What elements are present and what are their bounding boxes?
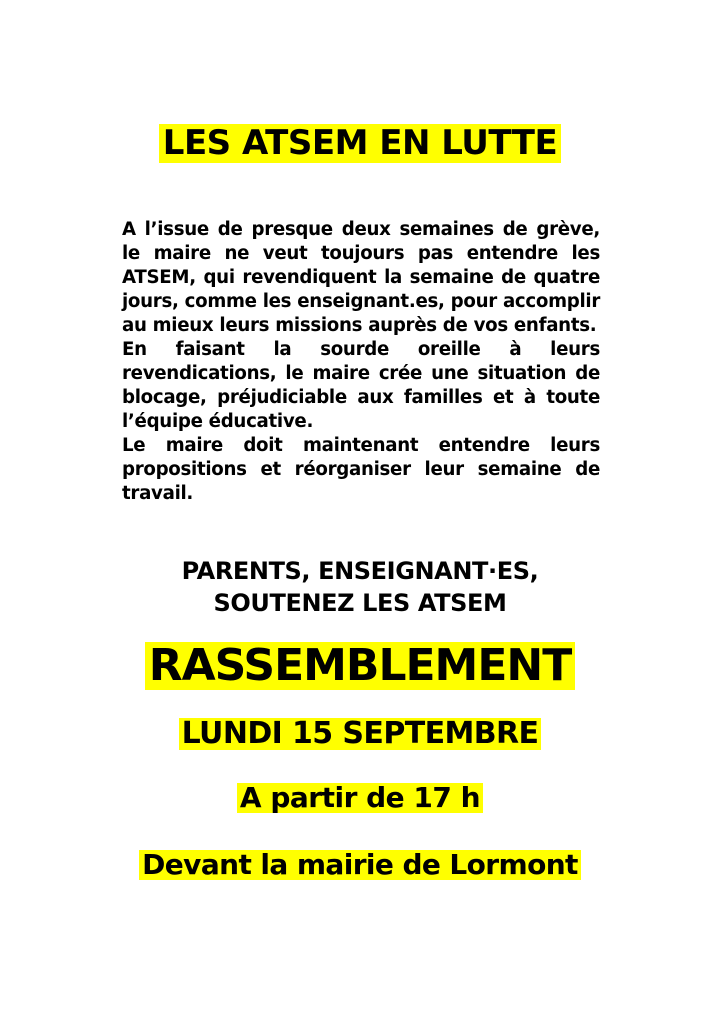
appeal-block — [0, 555, 720, 619]
event-heading: RASSEMBLEMENT — [145, 642, 576, 690]
paragraph-3: Le maire doit maintenant entendre leurs propositions et réorganiser leur semaine de travail. — [122, 435, 600, 504]
appeal-line-2: SOUTENEZ LES ATSEM — [213, 589, 507, 617]
paragraph-2: En faisant la sourde oreille à leurs revendications, le maire crée une situation de blocage, préjudiciable aux familles et à toute l’équipe éducative. — [122, 339, 600, 432]
event-time-block — [0, 783, 720, 813]
event-heading-block — [0, 642, 720, 690]
event-place-block — [0, 850, 720, 880]
body-text — [122, 218, 600, 506]
title-block — [0, 124, 720, 163]
paragraph-1: A l’issue de presque deux semaines de grève, le maire ne veut toujours pas entendre les ATSEM, qui revendiquent la semaine de quatre jours, comme les enseignant.es, pour accomplir au mieux leurs missions auprès de vos enfants. — [122, 219, 600, 336]
event-date: LUNDI 15 SEPTEMBRE — [179, 718, 542, 750]
event-place: Devant la mairie de Lormont — [139, 850, 581, 880]
event-time: A partir de 17 h — [237, 783, 483, 813]
page-title: LES ATSEM EN LUTTE — [159, 124, 561, 163]
event-date-block — [0, 718, 720, 750]
appeal-line-1: PARENTS, ENSEIGNANT·ES, — [181, 557, 539, 585]
